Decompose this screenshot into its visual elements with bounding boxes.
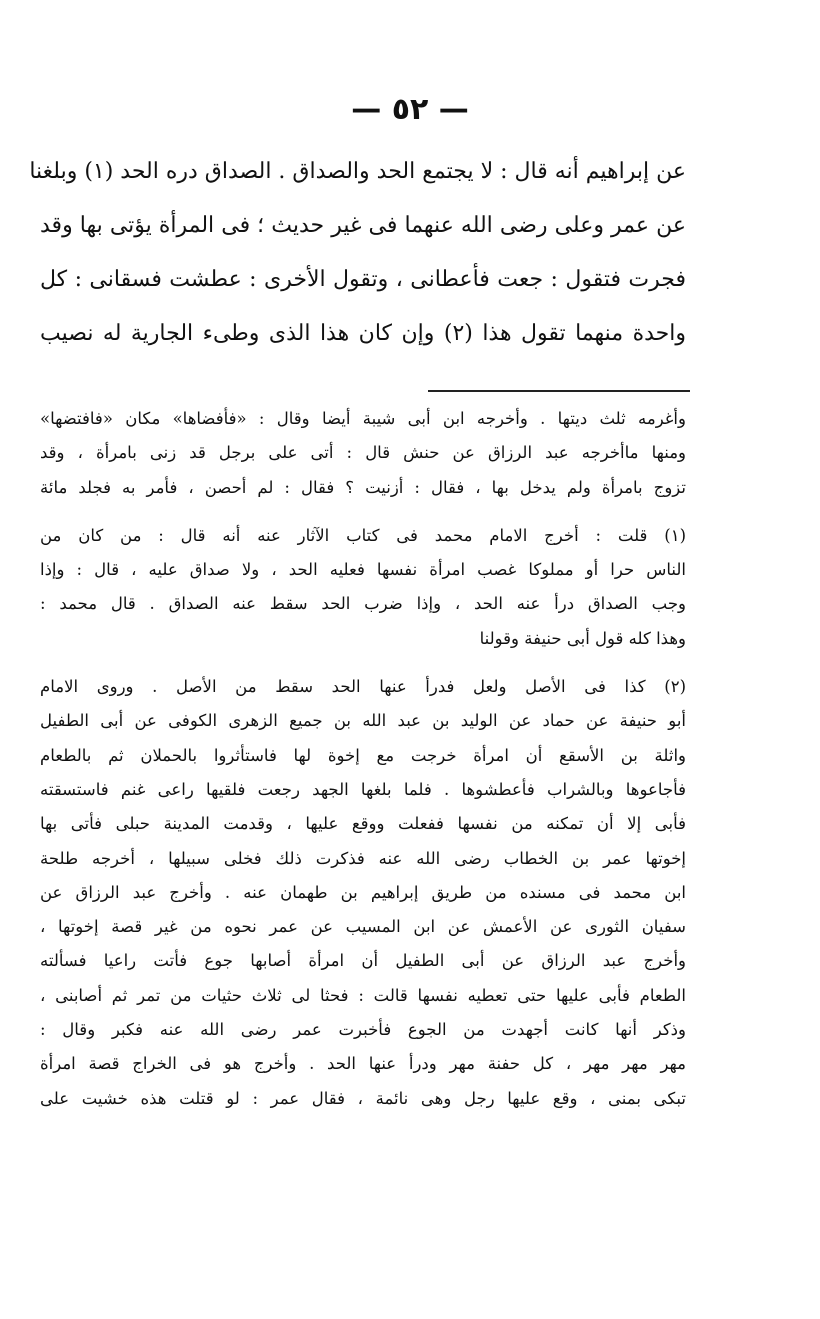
footnote-line: وهذا كله قول أبى حنيفة وقولنا [479,628,686,648]
footnote-line: واثلة بن الأسقع أن امرأة خرجت مع إخوة لها فاستأثروا بالحملان ثم بالطعام [40,745,686,765]
footnote-line: فأجاعوها وبالشراب فأعطشوها . فلما بلغها الجهد رجعت فلقيها راعى غنم فاستسقته [40,779,686,799]
footnote-divider [428,390,690,392]
footnote-line: أبو حنيفة عن حماد عن الوليد بن عبد الله بن جميع الزهرى الكوفى عن أبى الطفيل [40,711,686,731]
main-text-line: فجرت فتقول : جعت فأعطانى ، وتقول الأخرى : عطشت فسقانى : كل [40,267,686,292]
footnote-line: وأغرمه ثلث ديتها . وأخرجه ابن أبى شيبة أيضا وقال : «فأفضاها» مكان «فافتضها» [40,409,686,428]
footnote-2 [40,670,686,1116]
footnote-line: ومنها ماأخرجه عبد الرزاق عن حنش قال : أتى على برجل قد زنى بامرأة ، وقد [40,443,686,463]
main-text-line: واحدة منهما تقول هذا (٢) وإن كان هذا الذى وطىء الجارية له نصيب [40,321,686,346]
page-number: — ٥٢ — [351,92,469,127]
footnote-line: تزوج بامرأة ولم يدخل بها ، فقال : أزنيت ؟ فقال : لم أحصن ، فأمر به فجلد مائة [40,477,686,497]
footnote-line: وجب الصداق درأ عنه الحد ، وإذا ضرب الحد سقط عنه الصداق . قال محمد : [40,594,686,614]
footnote-continuation [40,402,686,505]
footnote-line: إخوتها عمر بن الخطاب رضى الله عنه فذكرت ذلك فخلى سبيلها ، أخرجه طلحة [40,848,686,868]
footnote-line: وذكر أنها كانت أجهدت من الجوع فأخبرت عمر رضى الله عنه فكبر وقال : [40,1020,686,1040]
footnote-line: فأبى إلا أن تمكنه من نفسها ففعلت ووقع عليها ، وقدمت المدينة حبلى فأتى بها [40,814,686,834]
footnote-line: ابن محمد فى مسنده من طريق إبراهيم بن طهمان عنه . وأخرج عبد الرزاق عن [40,882,686,902]
footnote-line: الطعام فأبى عليها حتى تعطيه نفسها قالت : فحثا لى ثلاث حثيات من تمر ثم أصابنى ، [40,985,686,1005]
main-text-line: عن إبراهيم أنه قال : لا يجتمع الحد والصداق . الصداق دره الحد (١) وبلغنا [29,159,686,184]
footnote-line: الناس حرا أو مملوكا غصب امرأة نفسها فعليه الحد ، ولا صداق عليه ، قال : وإذا [40,560,686,580]
footnote-line: مهر مهر مهر ، كل حفنة مهر ودرأ عنها الحد . وأخرج هو فى الخراج قصة امرأة [40,1054,686,1074]
footnote-line: تبكى بمنى ، وقع عليها رجل وهى نائمة ، فقال عمر : لو قتلت هذه خشيت على [40,1088,686,1108]
footnote-line: وأخرج عبد الرزاق عن أبى الطفيل أن امرأة أصابها جوع فأتت راعيا فسألته [40,951,686,971]
footnote-line: سفيان الثورى عن الأعمش عن ابن المسيب عن عمر نحوه من غير قصة إخوتها ، [40,917,686,937]
main-text [29,145,686,361]
footnote-line: (٢) كذا فى الأصل ولعل فدرأ عنها الحد سقط من الأصل . وروى الامام [40,677,686,697]
footnotes [40,402,686,1116]
main-text-line: عن عمر وعلى رضى الله عنهما فى غير حديث ؛ فى المرأة يؤتى بها وقد [40,213,686,238]
footnote-line: (١) قلت : أخرج الامام محمد فى كتاب الآثار عنه أنه قال : من كان من [40,525,686,545]
footnote-1 [40,519,686,656]
